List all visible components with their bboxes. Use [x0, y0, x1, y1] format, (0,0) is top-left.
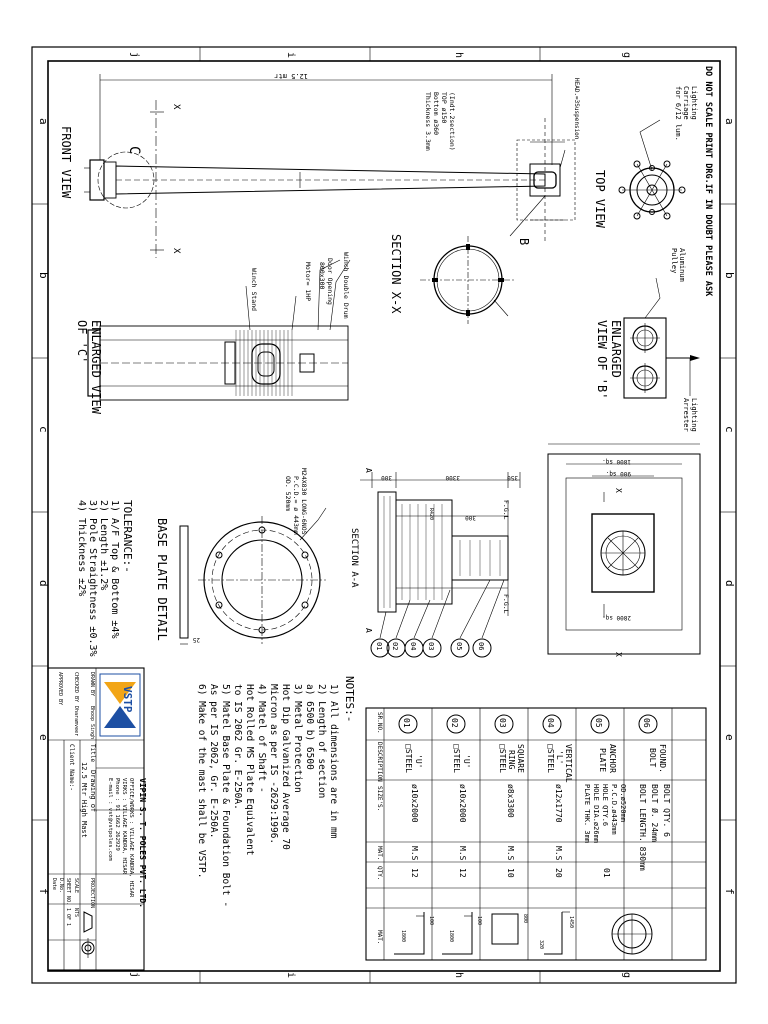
base-plate-detail [155, 468, 326, 644]
pole-height-dim: 12.5 mtr [274, 72, 308, 80]
base-plate-title: BASE PLATE DETAIL [155, 518, 169, 641]
grid-letter-d-right: d [723, 580, 736, 587]
bom-r6-desc2: BOLT [648, 748, 657, 768]
balloon-02: 02 [391, 642, 399, 651]
grid-letter-g-top: g [621, 52, 632, 59]
tolerance-block [76, 500, 134, 657]
grid-letter-i-top: i [285, 52, 296, 59]
dno-label: D.No. [58, 878, 64, 894]
bom-r5-size5: PLATE THK. 3mm [583, 784, 591, 844]
bom-r3-size: ø8x3300 [506, 784, 515, 818]
bom-r2-qty: 12 [458, 868, 467, 878]
enlarged-view-c [75, 252, 350, 415]
grid-letter-b-left: b [37, 272, 50, 279]
bom-header-srno: SR.NO. [376, 712, 383, 734]
logo-text: VSTP [121, 686, 134, 713]
bom-r1-mat: M.S [410, 846, 419, 861]
section-aa [349, 468, 520, 657]
aluminum-pulley-1: Aluminum [678, 248, 686, 282]
dim-r420: R420 [428, 508, 434, 521]
bom-r4-sk-a: 1450 [568, 916, 574, 929]
enlarged-b-title-2: VIEW OF 'B' [595, 320, 609, 400]
grid-letter-i-bottom: i [285, 972, 296, 979]
grid-letter-b-right: b [723, 272, 736, 279]
grid-letter-j-bottom: j [129, 972, 140, 979]
company-email: E-mail : vst@vstpoles.com [107, 778, 113, 861]
motor-label: Motor= 1HP [304, 262, 312, 302]
bom-r4-sr: 04 [546, 718, 555, 728]
balloon-05: 05 [455, 642, 463, 651]
sheet-no-label: SHEET NO. [65, 878, 71, 906]
note-line-7: 4) Matel of Shaft - [256, 684, 267, 793]
tolerance-line-2: 2) Length ±1.2% [98, 500, 109, 591]
grid-letter-g-bottom: g [621, 972, 632, 979]
pole-spec-3: Bottom ø360 [432, 92, 440, 136]
tolerance-line-4: 4) Thickness ±2% [76, 500, 87, 597]
bom-r3-mat: M.S [506, 846, 515, 861]
bom-r2-mat: M.S [458, 846, 467, 861]
dim-300b: 300 [465, 514, 476, 521]
top-view-title: TOP VIEW [593, 170, 607, 228]
enlarged-b-title-1: ENLARGED [609, 320, 623, 378]
bom-r4-desc1: VERTICAL [564, 744, 573, 783]
top-view [593, 86, 698, 229]
pole-spec-4: Thickness 3.3mm [424, 92, 432, 151]
label-x-bottom: X [171, 248, 181, 254]
bom-r3-sk: 800 [522, 914, 528, 924]
label-b: B [517, 238, 531, 246]
bolts-spec-3: OD. 520mm [284, 476, 292, 512]
grid-letter-j-top: j [129, 52, 140, 59]
note-line-4: 3) Metal Protection [292, 684, 303, 793]
grid-letter-f-right: f [723, 888, 736, 895]
bom-header-qty: QTY. [376, 866, 383, 881]
title-block [48, 668, 147, 970]
projection-label: PROJECTION [89, 878, 95, 909]
drawn-by-value: Bhoop Singh [89, 706, 95, 740]
projection-symbol-icon [82, 912, 94, 958]
notes-heading: NOTES:- [343, 676, 356, 723]
note-line-2: 2) Length of section [316, 684, 327, 799]
label-c: C [126, 146, 142, 155]
bom-header-mat-sketch: MAT. [376, 930, 383, 945]
bom-r6-size1: BOLT QTY. 6 [662, 784, 671, 837]
bom-r2-sr: 02 [450, 718, 459, 728]
company-address-1: OFFICE/WORKS : VILLAGE KANDRA, HISAR [128, 778, 134, 898]
bom-r4-size: ø12x1770 [554, 784, 563, 823]
note-line-8: Hot Rolled MS Plate Equivalent [244, 684, 255, 856]
grid-letter-h-top: h [453, 52, 464, 59]
bom-r5-size1: OD.ø520mm [619, 784, 627, 822]
title-line-1: Drawing of [89, 770, 97, 813]
title-line-2: 12.5 Mtr High Mast [80, 762, 88, 838]
tolerance-heading: TOLERANCE:- [121, 500, 134, 573]
tolerance-line-1: 1) A/F Top & Bottom ±4% [109, 500, 120, 639]
bom-r1-desc2: □STEEL [404, 744, 413, 773]
balloon-01: 01 [375, 642, 383, 651]
label-x-plan-top: X [614, 488, 623, 493]
bom-r3-desc1: SQUARE [516, 744, 525, 773]
grid-letter-f-left: f [37, 888, 50, 895]
enlarged-c-title-1: ENLARGED VIEW [89, 320, 103, 414]
grid-letter-c-left: c [37, 426, 50, 433]
checked-by-label: CHECKED BY [73, 672, 79, 703]
dim-3300: 3300 [445, 474, 460, 481]
grid-letter-a-right: a [723, 118, 736, 125]
scale-value: NTS [73, 908, 79, 918]
enlarged-view-b [595, 248, 700, 432]
balloon-06: 06 [477, 642, 485, 651]
fgl-top: F.G.L [502, 500, 510, 520]
bom-r2-sk-b: 1800 [448, 930, 454, 943]
bolts-spec-2: P.C.D.= ø 443mm [292, 476, 300, 535]
dim-350: 350 [507, 474, 518, 481]
sheet-no-value: 1 OF 1 [65, 908, 71, 927]
company-name: VIPIN S. T. POLES PVT. LTD. [138, 778, 147, 909]
balloon-03: 03 [427, 642, 435, 651]
title-label: Title [89, 744, 96, 763]
bom-r3-qty: 10 [506, 868, 515, 878]
note-line-3: a) 6500 b) 6500 [304, 684, 315, 770]
winch-double-drum: Winch Double Drum [342, 252, 350, 319]
dim-25: 25 [192, 636, 200, 643]
client-label: Client Name:- [68, 744, 75, 791]
dim-900: 900 sq. [605, 470, 631, 477]
note-line-1: 1) All dimensions are in mm [328, 684, 339, 839]
section-xx [389, 234, 516, 324]
bom-r6-sr: 06 [642, 718, 651, 728]
bom-r2-desc2: □STEEL [452, 744, 461, 773]
bom-r5-size3: HOLE QTY.6 [601, 784, 609, 827]
bom-r1-sk-a: 100 [428, 916, 434, 926]
section-aa-title: SECTION A-A [349, 528, 359, 588]
grid-letter-d-left: d [37, 580, 50, 587]
checked-by-value: Dharamveer [73, 706, 79, 737]
lighting-carriage-2: Carriage [682, 86, 690, 120]
front-view [59, 72, 580, 258]
section-xx-title: SECTION X-X [389, 234, 403, 314]
bom-r2-size: ø10x2000 [458, 784, 467, 823]
bom-r5-size2: P.C.D.ø443mm [610, 784, 618, 835]
bom-r4-sk-b: 320 [538, 940, 544, 950]
bom-r6-size2: BOLT Ø. 24mm [650, 784, 659, 842]
grid-letter-e-left: e [37, 734, 50, 741]
bom-r6-desc1: FOUND. [658, 744, 667, 773]
bom-r1-size: ø10x2000 [410, 784, 419, 823]
bolts-spec-1: M24X830 LONG-6NOS [300, 468, 308, 535]
bom-r4-qty: 20 [554, 868, 563, 878]
bom-r4-mat: M.S [554, 846, 563, 861]
bom-r1-sk-b: 1800 [400, 930, 406, 943]
dim-300a: 300 [381, 474, 392, 481]
door-opening-2: 800x300 [318, 262, 326, 290]
head-label: HEAD.=3Suspension [573, 78, 580, 140]
warning-text: DO NOT SCALE PRINT DRG.IF IN DOUBT PLEASE ASK [703, 66, 713, 297]
bom-r4-desc2: 'L' [555, 750, 564, 765]
bom-table [366, 708, 706, 960]
note-line-11: As per IS 2062, Gr. E-250A. [208, 684, 219, 839]
label-a-bottom: A [364, 628, 373, 633]
lightning-arrester-1: Lighting [690, 398, 698, 432]
notes-block [196, 676, 356, 907]
note-line-5: Hot Dip Galvanized Average 70 [280, 684, 291, 850]
grid-letter-a-left: a [37, 118, 50, 125]
bom-r5-qty: 01 [602, 868, 611, 878]
tolerance-line-3: 3) Pole Straightness ±0.3% [87, 500, 98, 657]
lighting-carriage-1: Lighting [690, 86, 698, 120]
approved-by-label: APPROVED BY [57, 672, 63, 706]
door-opening-1: Door Opening [326, 258, 334, 305]
bom-header-description: DESCRIPTION [376, 742, 383, 782]
grid-letter-c-right: c [723, 426, 736, 433]
company-phone: Phone : 91 1662 262929 [114, 778, 120, 851]
bom-r4-desc3: □STEEL [546, 744, 555, 773]
date-label: Date [51, 878, 57, 891]
scale-label: SCALE [73, 878, 79, 894]
note-line-9: to IS 2062 Gr. E-250A. [232, 684, 243, 810]
bom-r2-sk-a: 100 [476, 916, 482, 926]
bom-r3-desc3: □STEEL [498, 744, 507, 773]
bom-r5-desc2: PLATE [598, 748, 607, 773]
pole-spec-2: TOP ø150 [440, 92, 448, 124]
bom-r1-qty: 12 [410, 868, 419, 878]
bom-r2-desc1: 'U' [462, 754, 471, 769]
label-x-plan-bottom: X [614, 652, 623, 657]
balloon-04: 04 [409, 642, 417, 651]
bom-header-size: SIZE'S. [376, 786, 383, 812]
vstp-logo [100, 674, 140, 736]
bom-header-mat: MAT. [376, 846, 383, 861]
company-address-2: VIRKS : VILLAGE KANDRA, HISAR [121, 778, 127, 875]
enlarged-c-title-2: OF 'C' [75, 320, 89, 364]
bom-r6-size3: BOLT LENGTH. 830mm [638, 784, 647, 871]
label-x-top: X [171, 104, 181, 110]
note-line-10: 5) Matel Base Plate & Foundation Bolt - [220, 684, 231, 908]
note-line-12: 6) Make of the mast shall be VSTP. [196, 684, 207, 879]
bom-r3-desc2: RING [507, 750, 516, 770]
pole-spec-1: (Indt.2section) [448, 92, 456, 151]
bom-r5-desc1: ANCHOR [608, 744, 617, 773]
bom-r1-sr: 01 [402, 718, 411, 728]
grid-letter-e-right: e [723, 734, 736, 741]
front-view-title: FRONT VIEW [59, 126, 73, 199]
foundation-plan [548, 444, 700, 657]
dim-2800: 2800 sq. [602, 614, 631, 621]
dim-1800: 1800 sq. [602, 458, 631, 465]
lighting-carriage-3: for 6/12 lum. [674, 86, 682, 141]
bom-r1-desc1: 'U' [414, 754, 423, 769]
bom-r5-sr: 05 [594, 718, 603, 728]
drawn-by-label: DRAWN BY [89, 672, 95, 697]
label-a-top: A [364, 468, 373, 473]
bom-r3-sr: 03 [498, 718, 507, 728]
note-line-6: Micron as per IS -2629:1996. [268, 684, 279, 845]
aluminum-pulley-2: Pulley [670, 248, 678, 274]
bom-r5-size4: HOLE DIA.ø26mm [592, 784, 600, 844]
grid-letter-h-bottom: h [453, 972, 464, 979]
fgl-bottom: F.G.L [502, 594, 510, 614]
lightning-arrester-2: Arrester [682, 398, 690, 432]
winch-stand: Winch Stand [250, 268, 258, 312]
